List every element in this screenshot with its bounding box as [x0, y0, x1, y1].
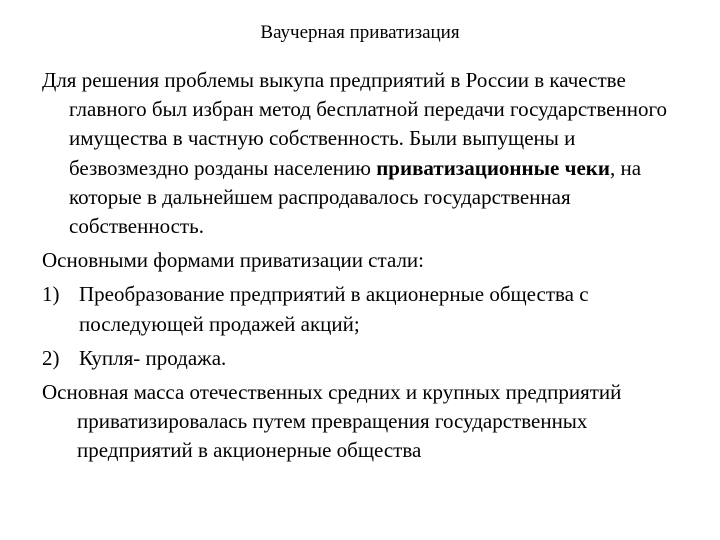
- paragraph-intro-part2: , на которые в дальнейшем распродавалось государственная собственность.: [69, 155, 642, 239]
- paragraph-forms: Основными формами приватизации стали:: [42, 248, 424, 273]
- list-item-number: 1): [42, 282, 60, 307]
- list-item-number: 2): [42, 345, 60, 370]
- paragraph-intro-part1: Для решения проблемы выкупа предприятий в России в качестве главного был избран метод бесплатной передачи государственного имущества в частную собственность. Были выпущены и безвозмездно розданы населению: [42, 68, 668, 180]
- list-item: [42, 344, 682, 373]
- slide-title: Ваучерная приватизация: [260, 22, 460, 43]
- paragraph-intro: [42, 66, 682, 241]
- list-item-text: Преобразование предприятий в акционерные общества с последующей продажей акций;: [79, 282, 589, 336]
- paragraph-conclusion: Основная масса отечественных средних и крупных предприятий приватизировалась путем превращения государственных предприятий в акционерные общества: [42, 380, 622, 463]
- list-item: [42, 280, 682, 338]
- paragraph-intro-bold: приватизационные чеки: [376, 155, 610, 180]
- slide-body: [42, 66, 682, 466]
- list-item-text: Купля- продажа.: [79, 345, 227, 370]
